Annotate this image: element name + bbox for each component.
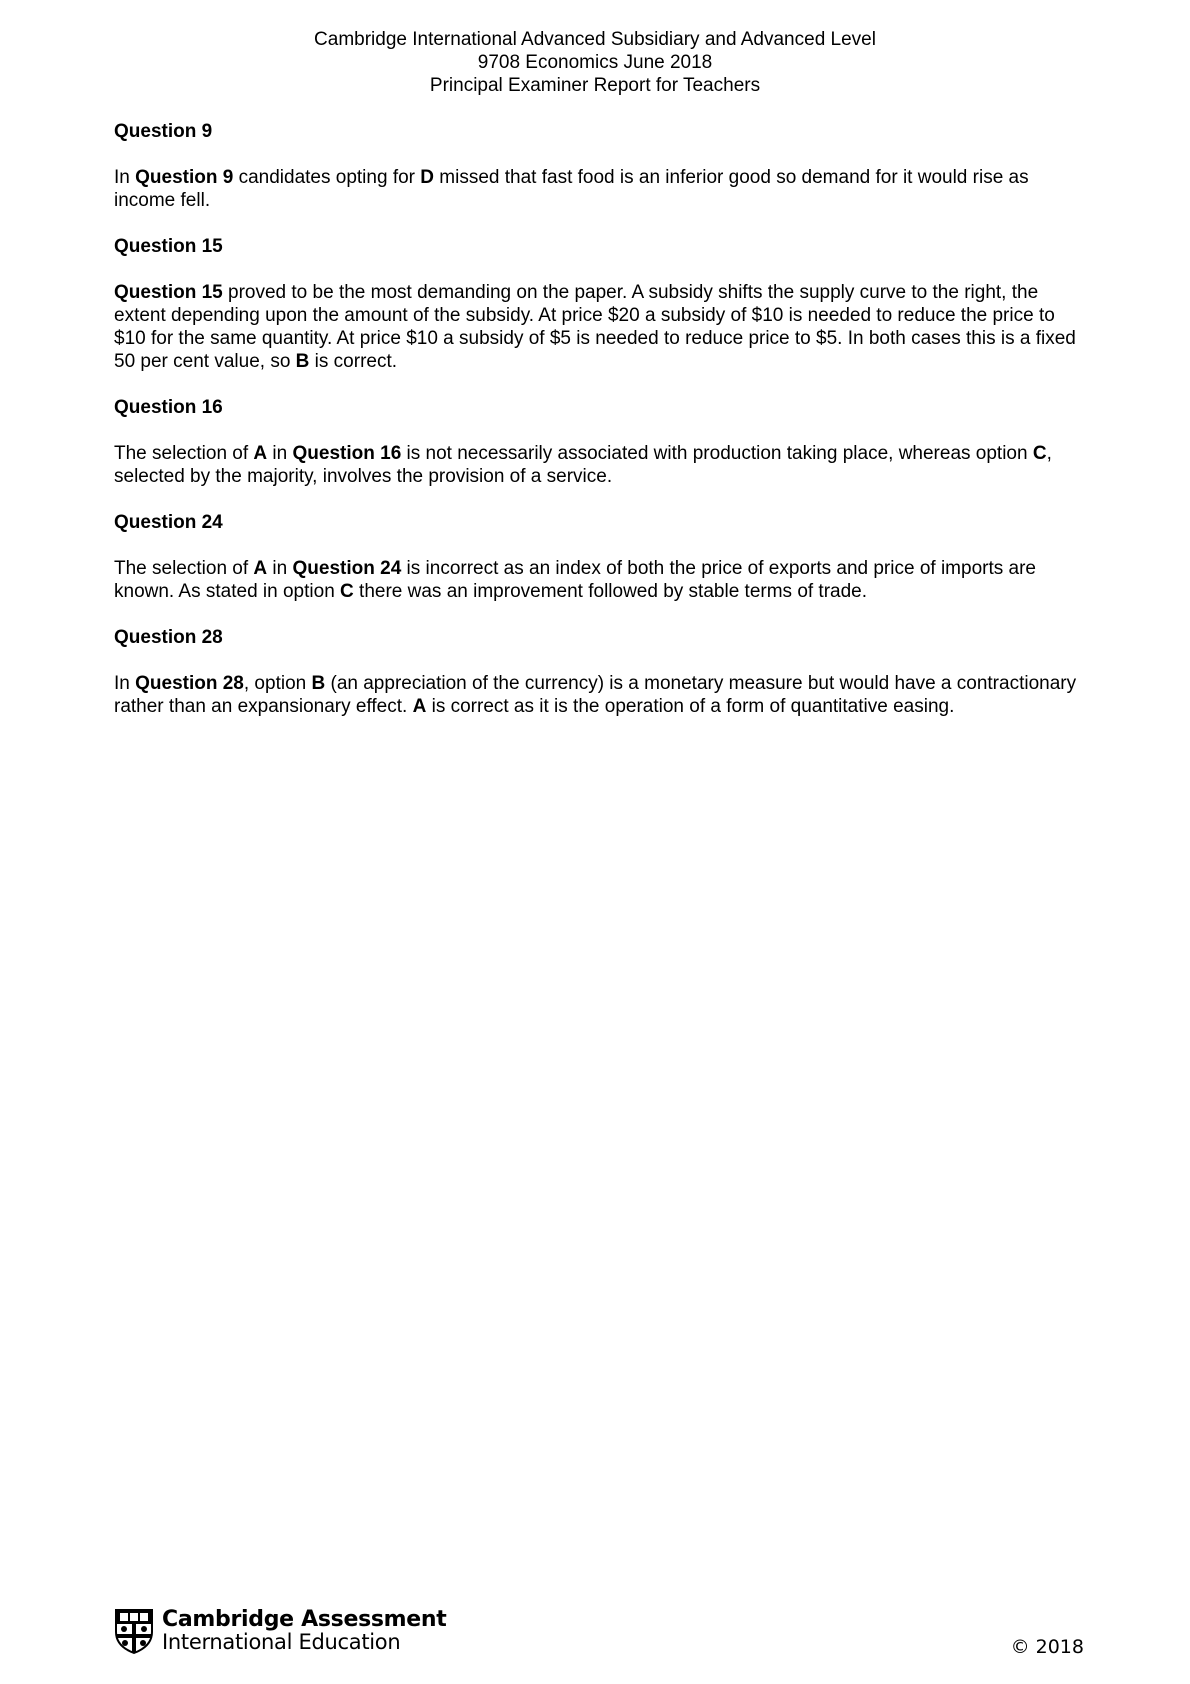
question-15-text: Question 15 proved to be the most demanding on the paper. A subsidy shifts the supply curve to the right, the extent depending upon the amount of the subsidy. At price $20 a subsidy of $10 is needed to reduce the price to $10 for the same quantity. At price $10 a subsidy of $5 is needed to reduce price to $5. In both cases this is a fixed 50 per cent value, so B is correct. <box>114 282 1076 372</box>
question-16-text: The selection of A in Question 16 is not necessarily associated with production taking place, whereas option C, selected by the majority, involves the provision of a service. <box>114 443 1052 487</box>
logo-text-line2: International Education <box>162 1630 401 1654</box>
question-16-heading: Question 16 <box>114 397 223 418</box>
header-subtitle: 9708 Economics June 2018 <box>477 52 713 73</box>
question-28-text: In Question 28, option B (an appreciation of the currency) is a monetary measure but would have a contractionary rather than an expansionary effect. A is correct as it is the operation of a form of quantitative easing. <box>114 673 1077 717</box>
report-body <box>114 120 1084 741</box>
cambridge-crest-icon <box>114 1608 154 1654</box>
header-title: Cambridge International Advanced Subsidiary and Advanced Level <box>314 29 876 50</box>
page-header <box>0 28 1190 97</box>
copyright-notice: © 2018 <box>1010 1636 1084 1658</box>
question-28-heading: Question 28 <box>114 627 223 648</box>
header-report-name: Principal Examiner Report for Teachers <box>429 75 761 96</box>
logo-text-line1: Cambridge Assessment <box>162 1607 447 1632</box>
question-15-heading: Question 15 <box>114 236 223 257</box>
question-24-text: The selection of A in Question 24 is incorrect as an index of both the price of exports and price of imports are known. As stated in option C there was an improvement followed by stable terms of trade. <box>114 558 1036 602</box>
question-24-heading: Question 24 <box>114 512 223 533</box>
cambridge-assessment-logo <box>114 1608 446 1658</box>
question-9-text: In Question 9 candidates opting for D missed that fast food is an inferior good so demand for it would rise as income fell. <box>114 167 1029 211</box>
question-9-heading: Question 9 <box>114 121 213 142</box>
